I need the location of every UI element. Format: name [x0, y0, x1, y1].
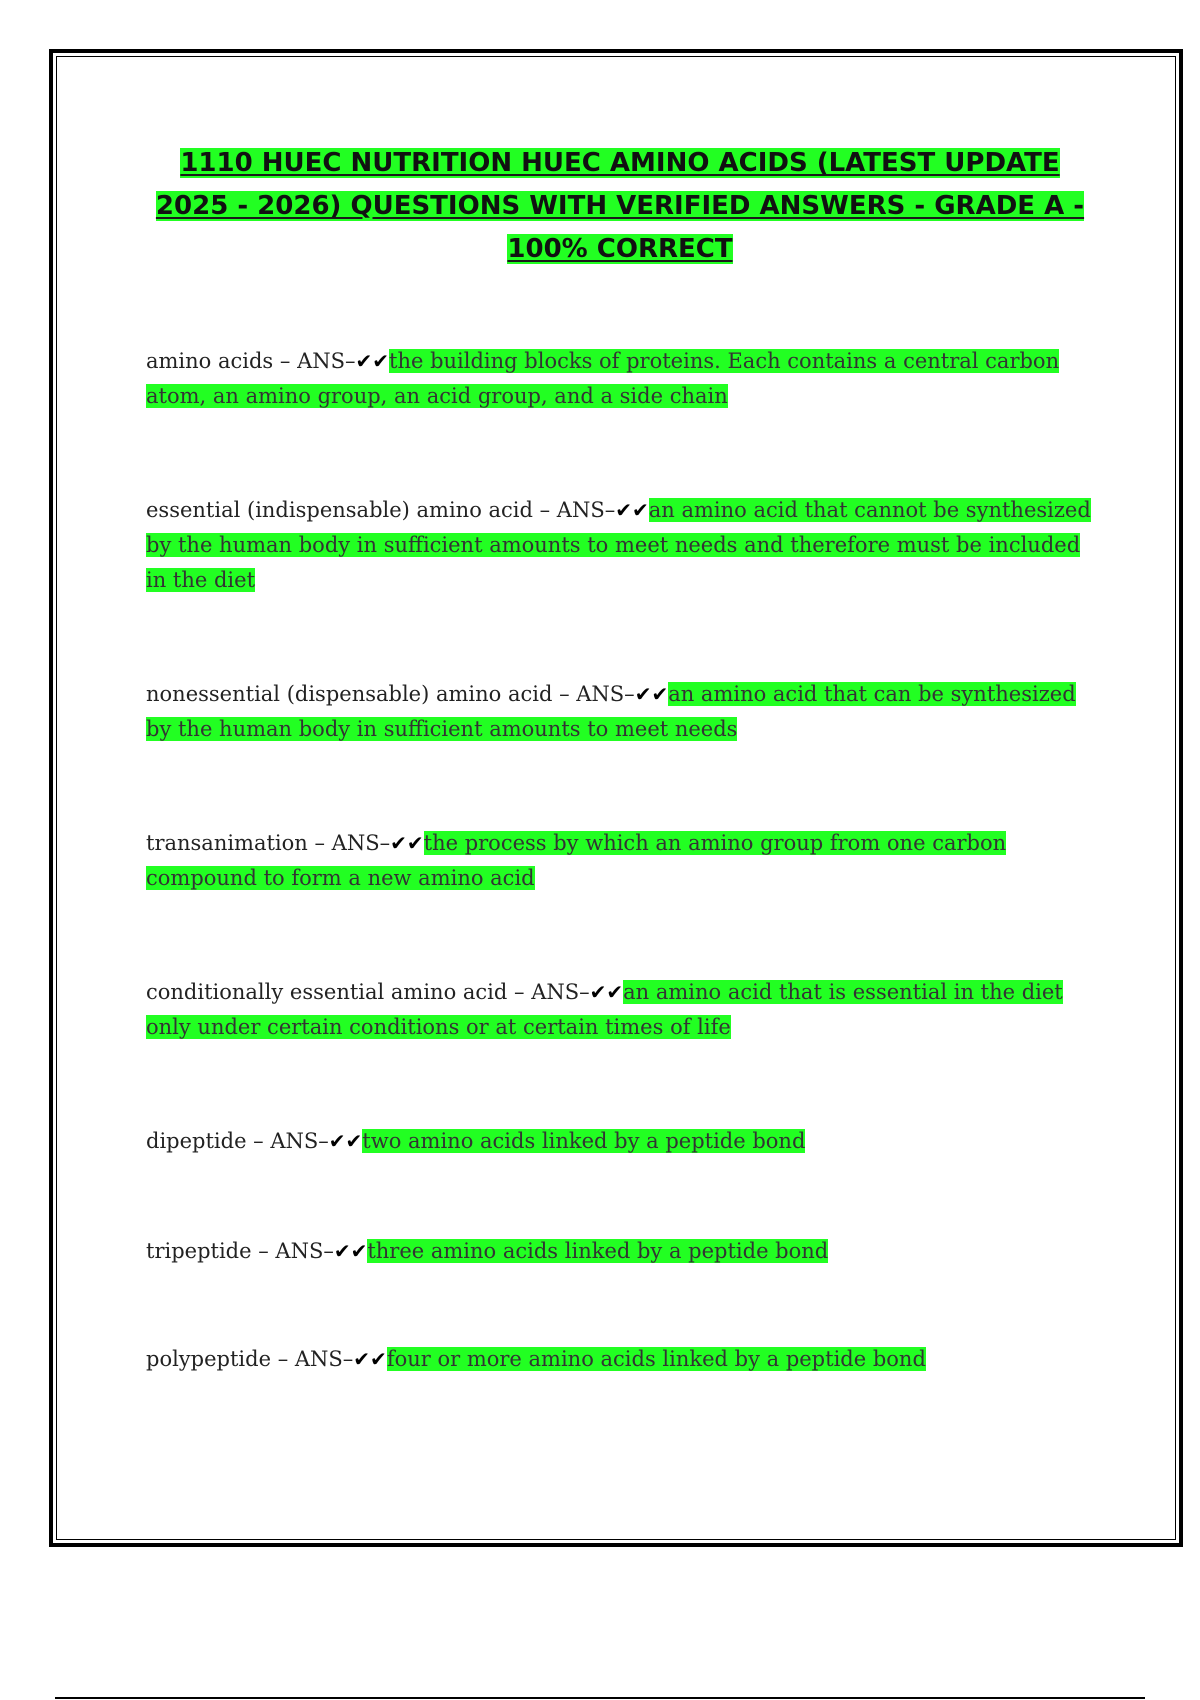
entry-term: essential (indispensable) amino acid [146, 498, 533, 522]
document-title [140, 142, 1100, 271]
entry-answer: an amino acid that cannot be synthesized by the human body in sufficient amounts to meet needs and therefore must be included in the diet [146, 498, 1091, 592]
entry-polypeptide [146, 1342, 1091, 1377]
entry-term: conditionally essential amino acid [146, 980, 508, 1004]
entry-answer: the building blocks of proteins. Each contains a central carbon atom, an amino group, an acid group, and a side chain [146, 349, 1060, 408]
check-icon: ✔✔ [355, 349, 390, 373]
entry-answer: three amino acids linked by a peptide bond [367, 1239, 829, 1263]
entry-dipeptide [146, 1124, 1091, 1159]
entry-term: tripeptide [146, 1239, 252, 1263]
ans-separator: – ANS– [246, 1129, 329, 1153]
entries-list [146, 344, 1091, 1377]
entry-answer: an amino acid that is essential in the diet only under certain conditions or at certain times of life [146, 980, 1063, 1039]
entry-term: nonessential (dispensable) amino acid [146, 682, 553, 706]
entry-answer: two amino acids linked by a peptide bond [362, 1129, 806, 1153]
ans-separator: – ANS– [532, 498, 616, 522]
entry-nonessential-amino-acid [146, 677, 1091, 747]
entry-term: dipeptide [146, 1129, 247, 1153]
ans-separator: – ANS– [273, 349, 356, 373]
check-icon: ✔✔ [615, 498, 649, 522]
entry-term: amino acids [146, 349, 274, 373]
entry-term: transanimation [146, 831, 308, 855]
entry-transanimation [146, 826, 1091, 896]
ans-separator: – ANS– [251, 1239, 334, 1263]
title-text: 1110 HUEC NUTRITION HUEC AMINO ACIDS (LATEST UPDATE 2025 - 2026) QUESTIONS WITH VERIFIED ANSWERS - GRADE A - 100% CORRECT [155, 148, 1085, 264]
ans-separator: – ANS– [271, 1347, 354, 1371]
entry-answer: the process by which an amino group from one carbon compound to form a new amino acid [146, 831, 1007, 890]
entry-answer: four or more amino acids linked by a peptide bond [386, 1347, 926, 1371]
ans-separator: – ANS– [507, 980, 590, 1004]
check-icon: ✔✔ [333, 1239, 368, 1263]
check-icon: ✔✔ [589, 980, 624, 1004]
ans-separator: – ANS– [307, 831, 391, 855]
check-icon: ✔✔ [390, 831, 424, 855]
entry-answer: an amino acid that can be synthesized by the human body in sufficient amounts to meet needs [146, 682, 1076, 741]
check-icon: ✔✔ [328, 1129, 363, 1153]
entry-tripeptide [146, 1234, 1091, 1269]
entry-term: polypeptide [146, 1347, 272, 1371]
check-icon: ✔✔ [634, 682, 669, 706]
entry-essential-amino-acid [146, 493, 1091, 598]
entry-amino-acids [146, 344, 1091, 414]
footer-divider [55, 1697, 1145, 1699]
ans-separator: – ANS– [552, 682, 635, 706]
check-icon: ✔✔ [353, 1347, 387, 1371]
entry-conditionally-essential-amino-acid [146, 975, 1091, 1045]
